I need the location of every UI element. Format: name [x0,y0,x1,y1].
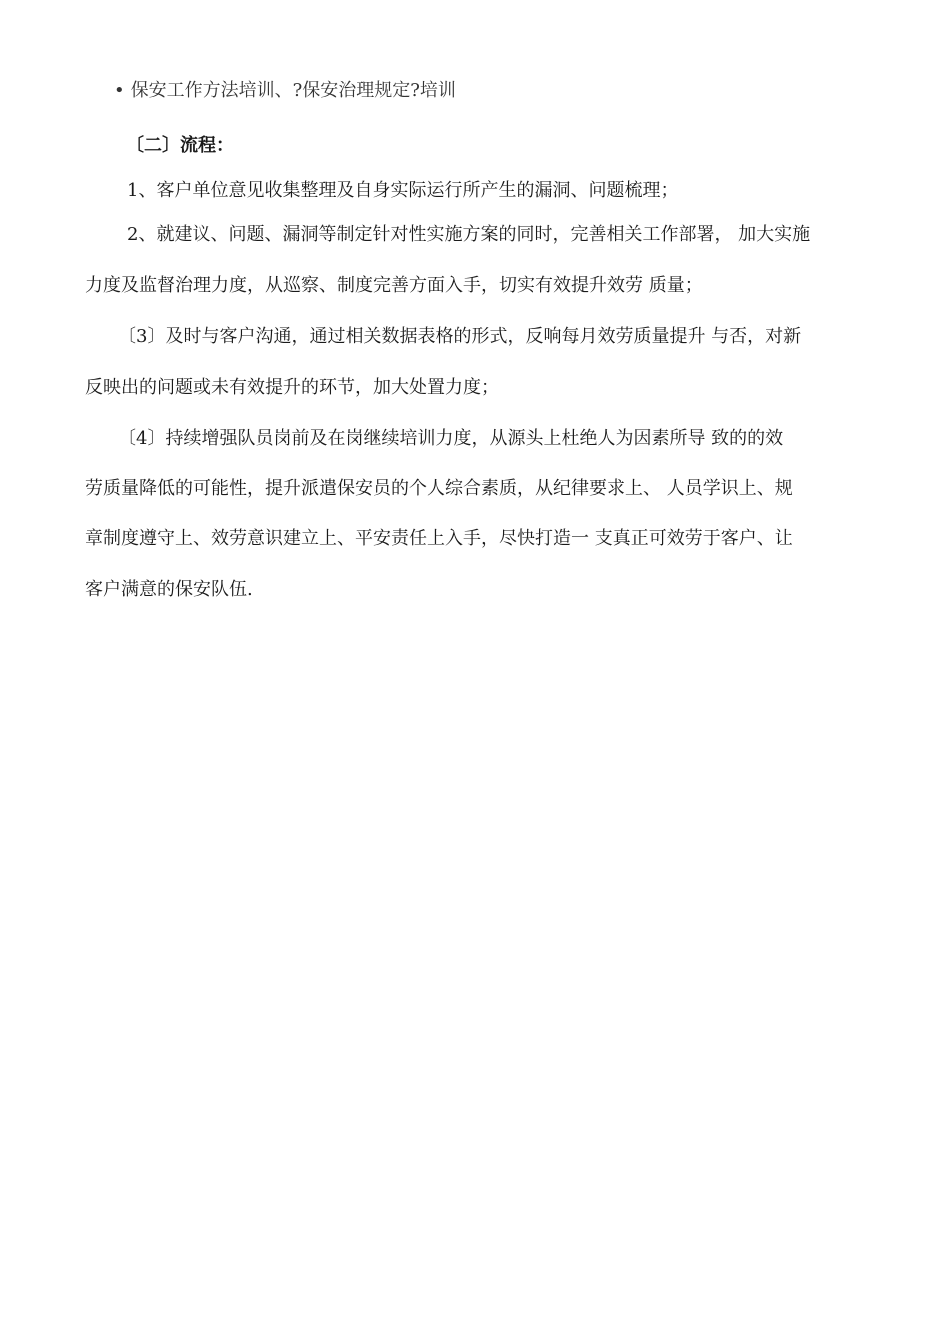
paragraph-4-line-4: 客户满意的保安队伍. [85,579,253,600]
section-heading: 〔二〕流程： [126,135,234,156]
paragraph-3-line-1: 〔3〕及时与客户沟通，通过相关数据表格的形式，反响每月效劳质量提升 与否，对新 [118,326,802,347]
paragraph-4-line-2: 劳质量降低的可能性，提升派遣保安员的个人综合素质，从纪律要求上、 人员学识上、规 [85,478,793,499]
bullet-item-text: 保安工作方法培训、?保安治理规定?培训 [130,80,456,101]
paragraph-1-line-1: 1、客户单位意见收集整理及自身实际运行所产生的漏洞、问题梳理； [127,180,679,201]
paragraph-2-line-1: 2、就建议、问题、漏洞等制定针对性实施方案的同时，完善相关工作部署， 加大实施 [127,224,811,245]
paragraph-3-line-2: 反映出的问题或未有效提升的环节，加大处置力度； [85,377,499,398]
paragraph-4-line-3: 章制度遵守上、效劳意识建立上、平安责任上入手，尽快打造一 支真正可效劳于客户、让 [85,528,793,549]
paragraph-4-line-1: 〔4〕持续增强队员岗前及在岗继续培训力度，从源头上杜绝人为因素所导 致的的效 [118,428,784,449]
paragraph-2-line-2: 力度及监督治理力度，从巡察、制度完善方面入手，切实有效提升效劳 质量； [85,275,703,296]
bullet-list-item [114,79,456,103]
bullet-icon: • [114,80,125,101]
